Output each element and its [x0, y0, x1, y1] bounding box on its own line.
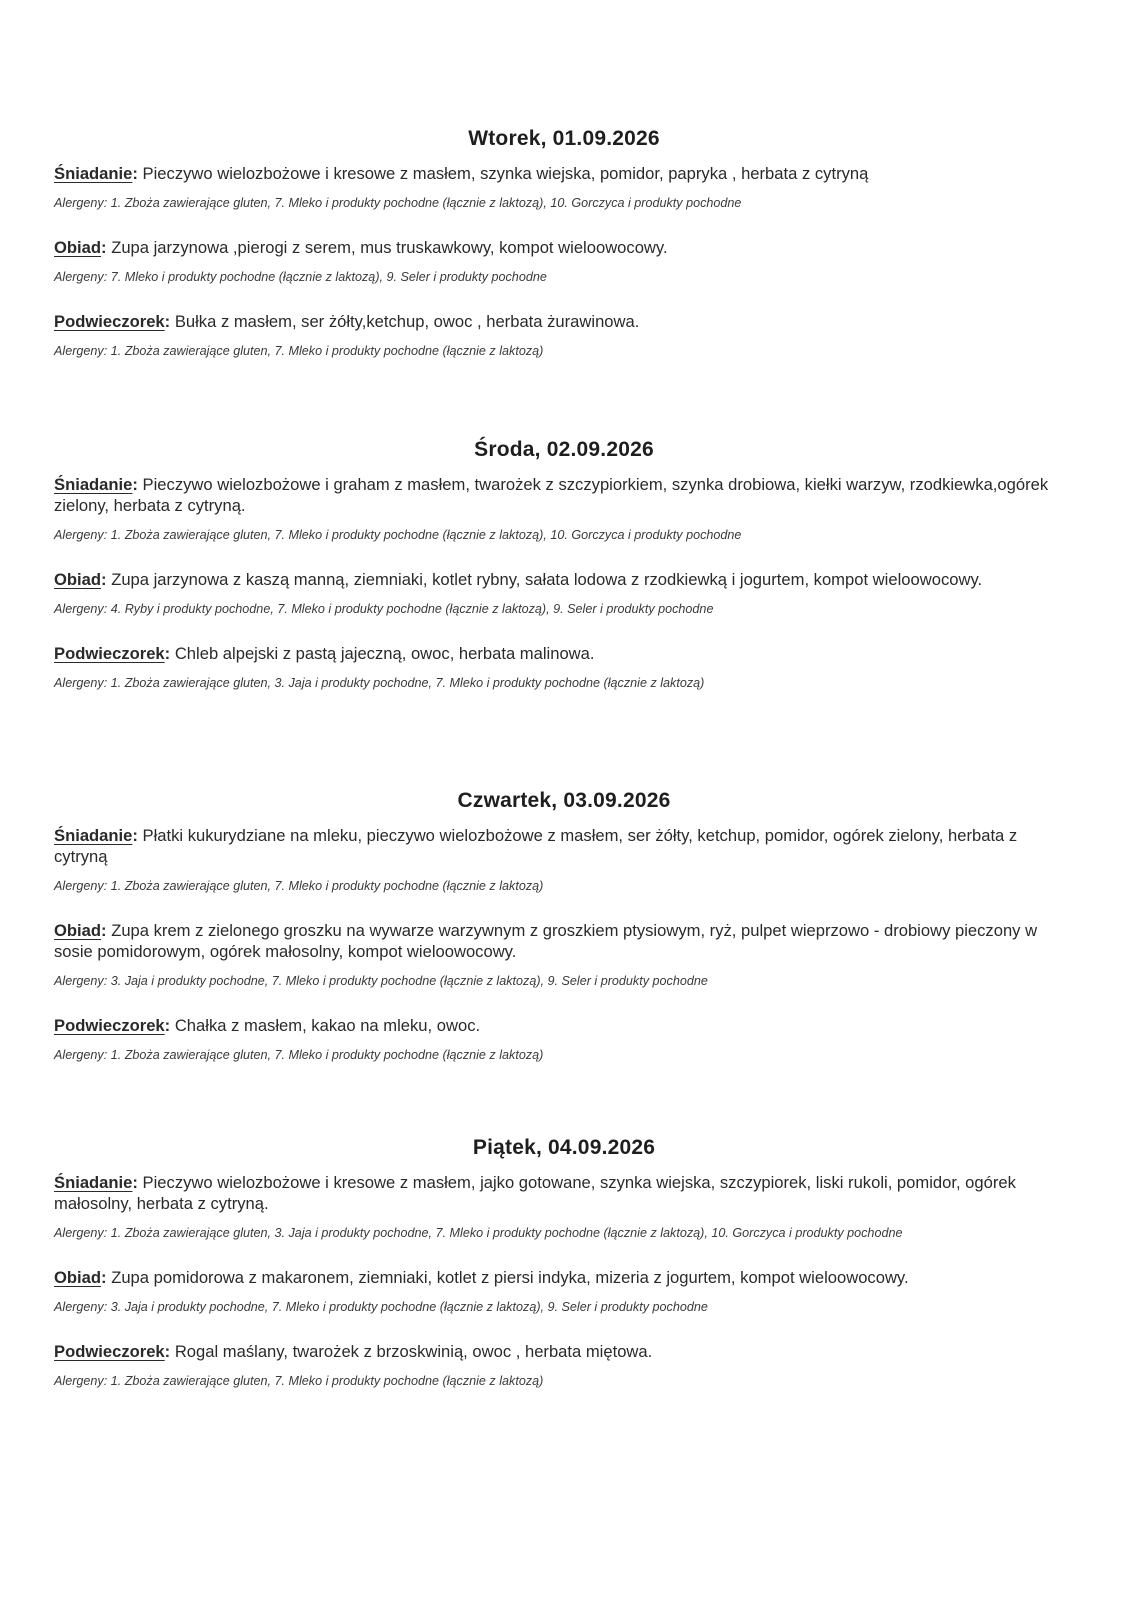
meal-breakfast: Śniadanie: Pieczywo wielozbożowe i graham z masłem, twarożek z szczypiorkiem, szynka drobiowa, kiełki warzyw, rzodkiewka,ogórek zielony, herbata z cytryną. Alergeny: 1. Zboża zawierające gluten, 7. Mleko i produkty pochodne (łącznie z laktozą), 10. Gorczyca i produkty pochodne — [54, 474, 1074, 544]
allergens-note: Alergeny: 7. Mleko i produkty pochodne (łącznie z laktozą), 9. Seler i produkty pochodne — [54, 270, 547, 284]
meal-description: Zupa jarzynowa z kaszą manną, ziemniaki, kotlet rybny, sałata lodowa z rzodkiewką i jogurtem, kompot wieloowocowy. — [111, 570, 983, 589]
meal-description: Zupa pomidorowa z makaronem, ziemniaki, kotlet z piersi indyka, mizeria z jogurtem, kompot wieloowocowy. — [111, 1268, 909, 1287]
allergens-note: Alergeny: 1. Zboża zawierające gluten, 7. Mleko i produkty pochodne (łącznie z laktozą), 10. Gorczyca i produkty pochodne — [54, 196, 742, 210]
meal-label: Śniadanie — [54, 826, 133, 845]
meal-description: Pieczywo wielozbożowe i kresowe z masłem, szynka wiejska, pomidor, papryka , herbata z cytryną — [142, 164, 869, 183]
day-title: Środa, 02.09.2026 — [474, 438, 654, 461]
allergens-note: Alergeny: 1. Zboża zawierające gluten, 7. Mleko i produkty pochodne (łącznie z laktozą) — [54, 344, 544, 358]
meal-description: Pieczywo wielozbożowe i kresowe z masłem, jajko gotowane, szynka wiejska, szczypiorek, liski rukoli, pomidor, ogórek małosolny, herbata z cytryną. — [54, 1173, 1016, 1213]
meal-description: Chleb alpejski z pastą jajeczną, owoc, herbata malinowa. — [174, 644, 595, 663]
day-section-tuesday — [54, 127, 1074, 360]
allergens-note: Alergeny: 1. Zboża zawierające gluten, 7. Mleko i produkty pochodne (łącznie z laktozą), 10. Gorczyca i produkty pochodne — [54, 528, 742, 542]
meal-label: Obiad — [54, 238, 102, 257]
meal-label: Obiad — [54, 570, 102, 589]
day-title: Czwartek, 03.09.2026 — [457, 789, 671, 812]
meal-lunch: Obiad: Zupa jarzynowa z kaszą manną, ziemniaki, kotlet rybny, sałata lodowa z rzodkiewką i jogurtem, kompot wieloowocowy. Alergeny: 4. Ryby i produkty pochodne, 7. Mleko i produkty pochodne (łącznie z laktozą), 9. Seler i produkty pochodne — [54, 569, 1074, 618]
allergens-note: Alergeny: 3. Jaja i produkty pochodne, 7. Mleko i produkty pochodne (łącznie z laktozą), 9. Seler i produkty pochodne — [54, 974, 708, 988]
day-title: Wtorek, 01.09.2026 — [468, 127, 660, 150]
meal-label: Obiad — [54, 921, 102, 940]
meal-lunch: Obiad: Zupa krem z zielonego groszku na wywarze warzywnym z groszkiem ptysiowym, ryż, pulpet wieprzowo - drobiowy pieczony w sosie pomidorowym, ogórek małosolny, kompot wieloowocowy. Alergeny: 3. Jaja i produkty pochodne, 7. Mleko i produkty pochodne (łącznie z laktozą), 9. Seler i produkty pochodne — [54, 920, 1074, 990]
meal-label: Podwieczorek — [54, 312, 165, 331]
meal-description: Bułka z masłem, ser żółty,ketchup, owoc , herbata żurawinowa. — [174, 312, 640, 331]
meal-label: Obiad — [54, 1268, 102, 1287]
day-section-thursday — [54, 789, 1074, 1064]
allergens-note: Alergeny: 4. Ryby i produkty pochodne, 7. Mleko i produkty pochodne (łącznie z laktozą), 9. Seler i produkty pochodne — [54, 602, 714, 616]
meal-description: Chałka z masłem, kakao na mleku, owoc. — [174, 1016, 481, 1035]
meal-breakfast: Śniadanie: Płatki kukurydziane na mleku, pieczywo wielozbożowe z masłem, ser żółty, ketchup, pomidor, ogórek zielony, herbata z cytryną Alergeny: 1. Zboża zawierające gluten, 7. Mleko i produkty pochodne (łącznie z laktozą) — [54, 825, 1074, 895]
meal-label: Śniadanie — [54, 1173, 133, 1192]
meal-description: Rogal maślany, twarożek z brzoskwinią, owoc , herbata miętowa. — [174, 1342, 653, 1361]
meal-description: Zupa jarzynowa ,pierogi z serem, mus truskawkowy, kompot wieloowocowy. — [111, 238, 668, 257]
meal-snack: Podwieczorek: Rogal maślany, twarożek z brzoskwinią, owoc , herbata miętowa. Alergeny: 1. Zboża zawierające gluten, 7. Mleko i produkty pochodne (łącznie z laktozą) — [54, 1341, 1074, 1390]
meal-lunch: Obiad: Zupa pomidorowa z makaronem, ziemniaki, kotlet z piersi indyka, mizeria z jogurtem, kompot wieloowocowy. Alergeny: 3. Jaja i produkty pochodne, 7. Mleko i produkty pochodne (łącznie z laktozą), 9. Seler i produkty pochodne — [54, 1267, 1074, 1316]
day-section-friday — [54, 1136, 1074, 1390]
meal-description: Płatki kukurydziane na mleku, pieczywo wielozbożowe z masłem, ser żółty, ketchup, pomidor, ogórek zielony, herbata z cytryną — [54, 826, 1018, 866]
meal-description: Pieczywo wielozbożowe i graham z masłem, twarożek z szczypiorkiem, szynka drobiowa, kiełki warzyw, rzodkiewka,ogórek zielony, herbata z cytryną. — [54, 475, 1049, 515]
meal-breakfast: Śniadanie: Pieczywo wielozbożowe i kresowe z masłem, szynka wiejska, pomidor, papryka , herbata z cytryną Alergeny: 1. Zboża zawierające gluten, 7. Mleko i produkty pochodne (łącznie z laktozą), 10. Gorczyca i produkty pochodne — [54, 163, 1074, 212]
day-section-wednesday — [54, 438, 1074, 692]
meal-snack: Podwieczorek: Chleb alpejski z pastą jajeczną, owoc, herbata malinowa. Alergeny: 1. Zboża zawierające gluten, 3. Jaja i produkty pochodne, 7. Mleko i produkty pochodne (łącznie z laktozą) — [54, 643, 1074, 692]
meal-description: Zupa krem z zielonego groszku na wywarze warzywnym z groszkiem ptysiowym, ryż, pulpet wieprzowo - drobiowy pieczony w sosie pomidorowym, ogórek małosolny, kompot wieloowocowy. — [54, 921, 1038, 961]
allergens-note: Alergeny: 1. Zboża zawierające gluten, 7. Mleko i produkty pochodne (łącznie z laktozą) — [54, 879, 544, 893]
meal-label: Podwieczorek — [54, 644, 165, 663]
day-title: Piątek, 04.09.2026 — [472, 1136, 656, 1159]
meal-label: Śniadanie — [54, 475, 133, 494]
allergens-note: Alergeny: 1. Zboża zawierające gluten, 7. Mleko i produkty pochodne (łącznie z laktozą) — [54, 1048, 544, 1062]
meal-lunch: Obiad: Zupa jarzynowa ,pierogi z serem, mus truskawkowy, kompot wieloowocowy. Alergeny: 7. Mleko i produkty pochodne (łącznie z laktozą), 9. Seler i produkty pochodne — [54, 237, 1074, 286]
meal-label: Śniadanie — [54, 164, 133, 183]
meal-snack: Podwieczorek: Bułka z masłem, ser żółty,ketchup, owoc , herbata żurawinowa. Alergeny: 1. Zboża zawierające gluten, 7. Mleko i produkty pochodne (łącznie z laktozą) — [54, 311, 1074, 360]
meal-label: Podwieczorek — [54, 1016, 165, 1035]
allergens-note: Alergeny: 3. Jaja i produkty pochodne, 7. Mleko i produkty pochodne (łącznie z laktozą), 9. Seler i produkty pochodne — [54, 1300, 708, 1314]
meal-breakfast: Śniadanie: Pieczywo wielozbożowe i kresowe z masłem, jajko gotowane, szynka wiejska, szczypiorek, liski rukoli, pomidor, ogórek małosolny, herbata z cytryną. Alergeny: 1. Zboża zawierające gluten, 3. Jaja i produkty pochodne, 7. Mleko i produkty pochodne (łącznie z laktozą), 10. Gorczyca i produkty pochodne — [54, 1172, 1074, 1242]
allergens-note: Alergeny: 1. Zboża zawierające gluten, 3. Jaja i produkty pochodne, 7. Mleko i produkty pochodne (łącznie z laktozą) — [54, 676, 705, 690]
meal-label: Podwieczorek — [54, 1342, 165, 1361]
allergens-note: Alergeny: 1. Zboża zawierające gluten, 3. Jaja i produkty pochodne, 7. Mleko i produkty pochodne (łącznie z laktozą), 10. Gorczyca i produkty pochodne — [54, 1226, 903, 1240]
meal-snack: Podwieczorek: Chałka z masłem, kakao na mleku, owoc. Alergeny: 1. Zboża zawierające gluten, 7. Mleko i produkty pochodne (łącznie z laktozą) — [54, 1015, 1074, 1064]
allergens-note: Alergeny: 1. Zboża zawierające gluten, 7. Mleko i produkty pochodne (łącznie z laktozą) — [54, 1374, 544, 1388]
